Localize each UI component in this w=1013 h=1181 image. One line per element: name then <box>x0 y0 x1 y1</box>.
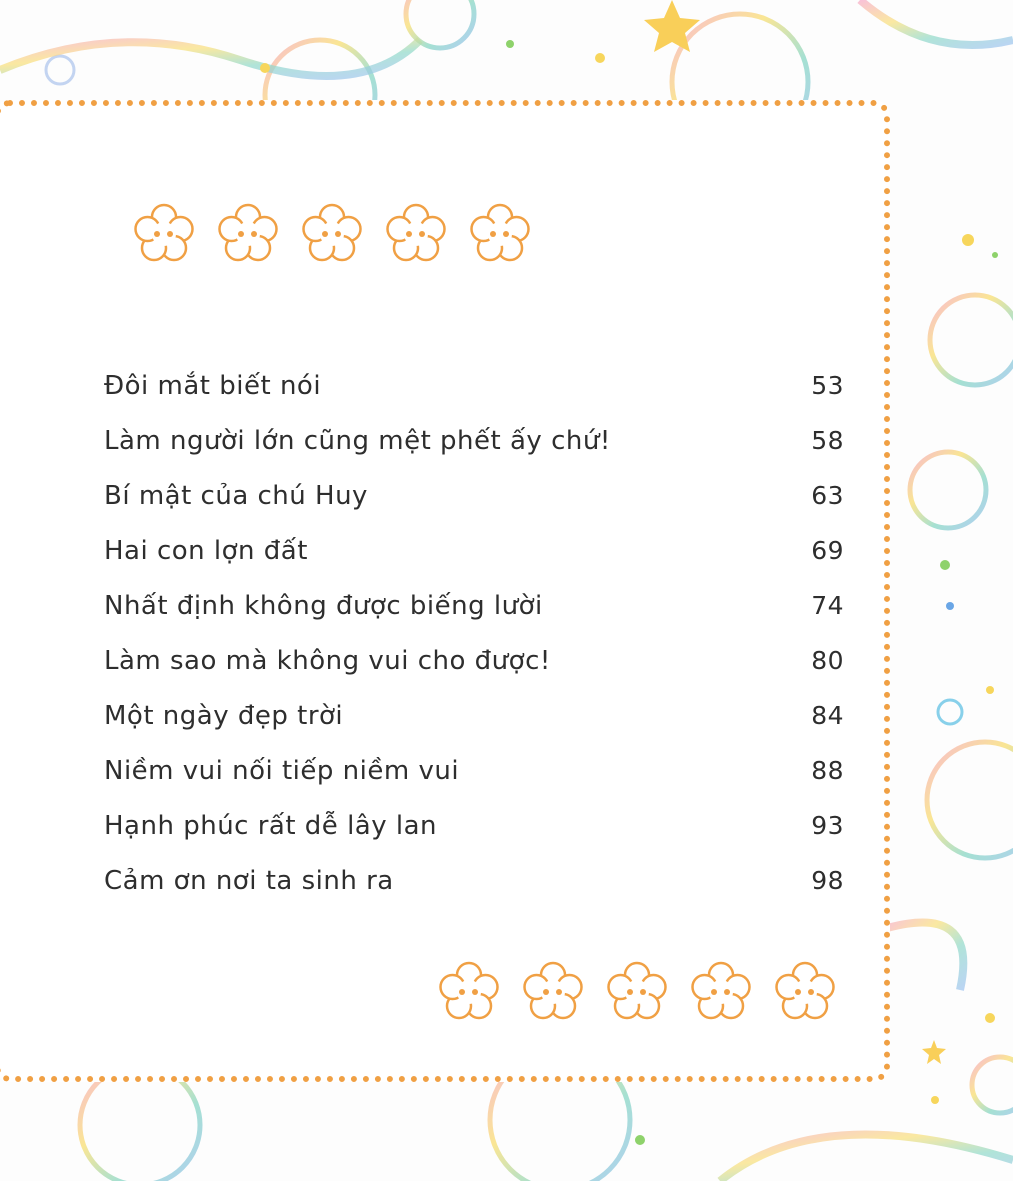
toc-entry-page: 93 <box>811 811 844 840</box>
toc-entry-title: Nhất định không được biếng lười <box>104 590 543 621</box>
toc-entry-page: 69 <box>811 536 844 565</box>
flower-outline-icon <box>521 960 585 1024</box>
toc-entry-page: 58 <box>811 426 844 455</box>
toc-entry[interactable] <box>104 688 844 743</box>
flower-outline-icon <box>384 202 448 266</box>
toc-entry-title: Đôi mắt biết nói <box>104 370 322 401</box>
table-of-contents <box>104 358 844 908</box>
toc-entry[interactable] <box>104 853 844 908</box>
toc-entry[interactable] <box>104 413 844 468</box>
toc-entry-title: Niềm vui nối tiếp niềm vui <box>104 755 460 786</box>
flower-row-bottom <box>437 960 837 1024</box>
toc-entry-title: Hạnh phúc rất dễ lây lan <box>104 810 438 841</box>
flower-outline-icon <box>605 960 669 1024</box>
toc-entry-title: Một ngày đẹp trời <box>104 700 344 731</box>
toc-entry[interactable] <box>104 358 844 413</box>
flower-outline-icon <box>689 960 753 1024</box>
toc-entry-page: 63 <box>811 481 844 510</box>
toc-entry-title: Làm người lớn cũng mệt phết ấy chứ! <box>104 425 611 456</box>
flower-outline-icon <box>437 960 501 1024</box>
toc-entry-title: Hai con lợn đất <box>104 535 308 566</box>
toc-entry-page: 98 <box>811 866 844 895</box>
flower-row-top <box>132 202 532 266</box>
toc-entry[interactable] <box>104 523 844 578</box>
toc-entry-page: 88 <box>811 756 844 785</box>
flower-outline-icon <box>300 202 364 266</box>
toc-entry[interactable] <box>104 743 844 798</box>
flower-outline-icon <box>773 960 837 1024</box>
toc-entry-page: 84 <box>811 701 844 730</box>
toc-entry-title: Làm sao mà không vui cho được! <box>104 645 551 676</box>
toc-entry[interactable] <box>104 798 844 853</box>
toc-entry[interactable] <box>104 578 844 633</box>
toc-entry-page: 80 <box>811 646 844 675</box>
toc-entry[interactable] <box>104 468 844 523</box>
flower-outline-icon <box>132 202 196 266</box>
toc-entry-page: 74 <box>811 591 844 620</box>
toc-entry-title: Bí mật của chú Huy <box>104 480 368 511</box>
toc-entry-title: Cảm ơn nơi ta sinh ra <box>104 865 394 896</box>
flower-outline-icon <box>216 202 280 266</box>
toc-entry[interactable] <box>104 633 844 688</box>
toc-entry-page: 53 <box>811 371 844 400</box>
flower-outline-icon <box>468 202 532 266</box>
